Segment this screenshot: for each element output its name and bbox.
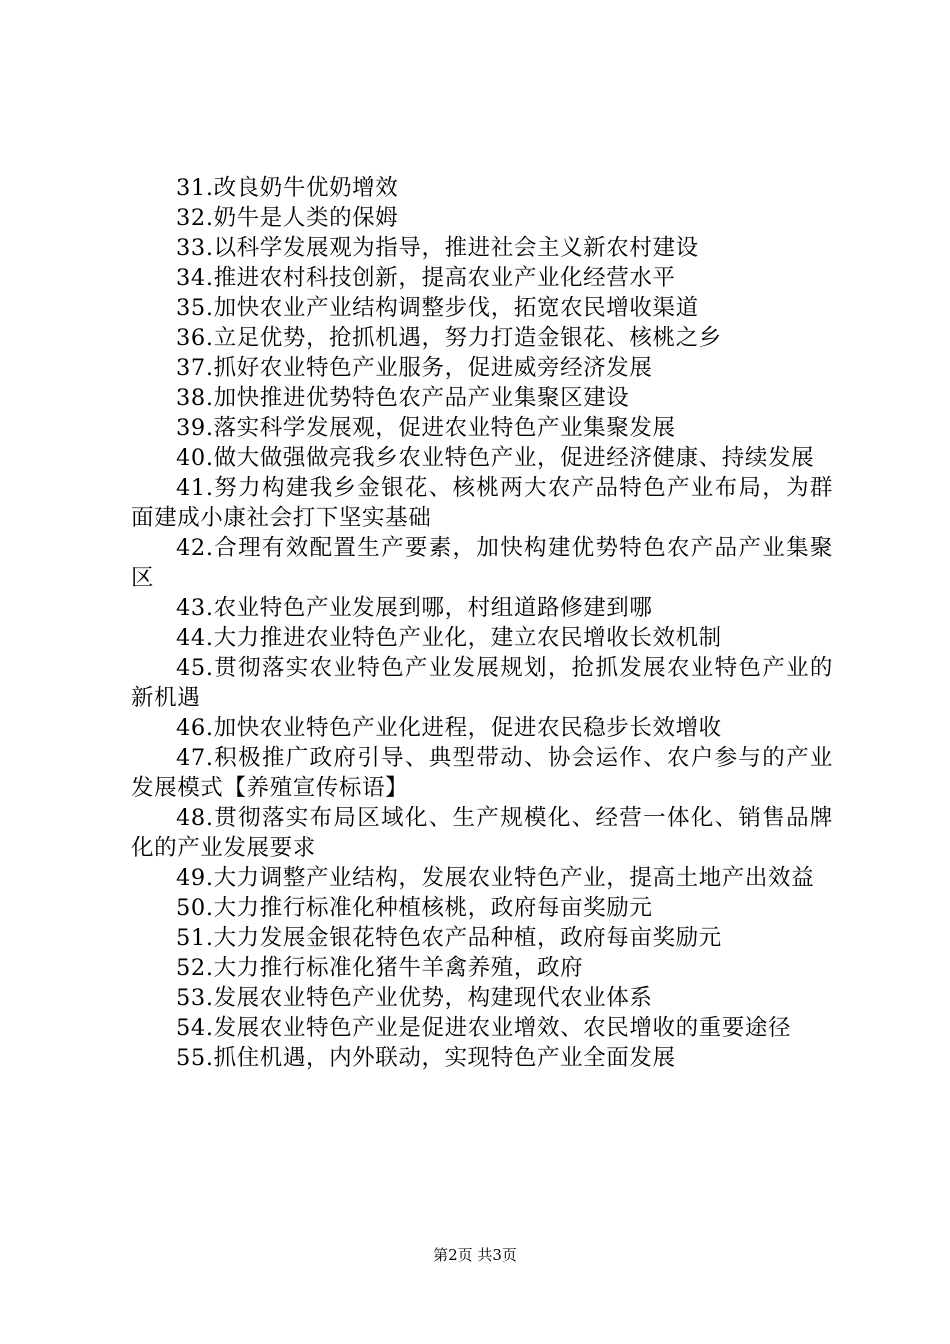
list-item: 35.加快农业产业结构调整步伐，拓宽农民增收渠道	[176, 295, 699, 321]
list-item: 36.立足优势，抢抓机遇，努力打造金银花、核桃之乡	[176, 325, 722, 351]
list-item: 41.努力构建我乡金银花、核桃两大农产品特色产业布局，为群面建成小康社会打下坚实基础	[131, 475, 833, 531]
list-item: 33.以科学发展观为指导，推进社会主义新农村建设	[176, 235, 699, 261]
list-item: 44.大力推进农业特色产业化，建立农民增收长效机制	[176, 625, 722, 651]
slogan-list	[131, 173, 833, 1073]
list-item: 40.做大做强做亮我乡农业特色产业，促进经济健康、持续发展	[176, 445, 815, 471]
list-item: 38.加快推进优势特色农产品产业集聚区建设	[176, 385, 630, 411]
list-item: 43.农业特色产业发展到哪，村组道路修建到哪	[176, 595, 653, 621]
list-item: 54.发展农业特色产业是促进农业增效、农民增收的重要途径	[176, 1015, 792, 1041]
list-item: 47.积极推广政府引导、典型带动、协会运作、农户参与的产业发展模式【养殖宣传标语】	[131, 745, 833, 801]
list-item: 37.抓好农业特色产业服务，促进威旁经济发展	[176, 355, 653, 381]
list-item: 34.推进农村科技创新，提高农业产业化经营水平	[176, 265, 676, 291]
list-item: 32.奶牛是人类的保姆	[176, 205, 399, 231]
list-item: 39.落实科学发展观，促进农业特色产业集聚发展	[176, 415, 676, 441]
list-item: 52.大力推行标准化猪牛羊禽养殖，政府	[176, 955, 584, 981]
list-item: 31.改良奶牛优奶增效	[176, 175, 399, 201]
list-item: 42.合理有效配置生产要素，加快构建优势特色农产品产业集聚区	[131, 535, 833, 591]
list-item: 49.大力调整产业结构，发展农业特色产业，提高土地产出效益	[176, 865, 815, 891]
list-item: 48.贯彻落实布局区域化、生产规模化、经营一体化、销售品牌化的产业发展要求	[131, 805, 833, 861]
list-item: 45.贯彻落实农业特色产业发展规划，抢抓发展农业特色产业的新机遇	[131, 655, 833, 711]
page-footer: 第2页 共3页	[433, 1246, 517, 1264]
list-item: 53.发展农业特色产业优势，构建现代农业体系	[176, 985, 653, 1011]
list-item: 55.抓住机遇，内外联动，实现特色产业全面发展	[176, 1045, 676, 1071]
list-item: 51.大力发展金银花特色农产品种植，政府每亩奖励元	[176, 925, 722, 951]
list-item: 50.大力推行标准化种植核桃，政府每亩奖励元	[176, 895, 653, 921]
list-item: 46.加快农业特色产业化进程，促进农民稳步长效增收	[176, 715, 722, 741]
